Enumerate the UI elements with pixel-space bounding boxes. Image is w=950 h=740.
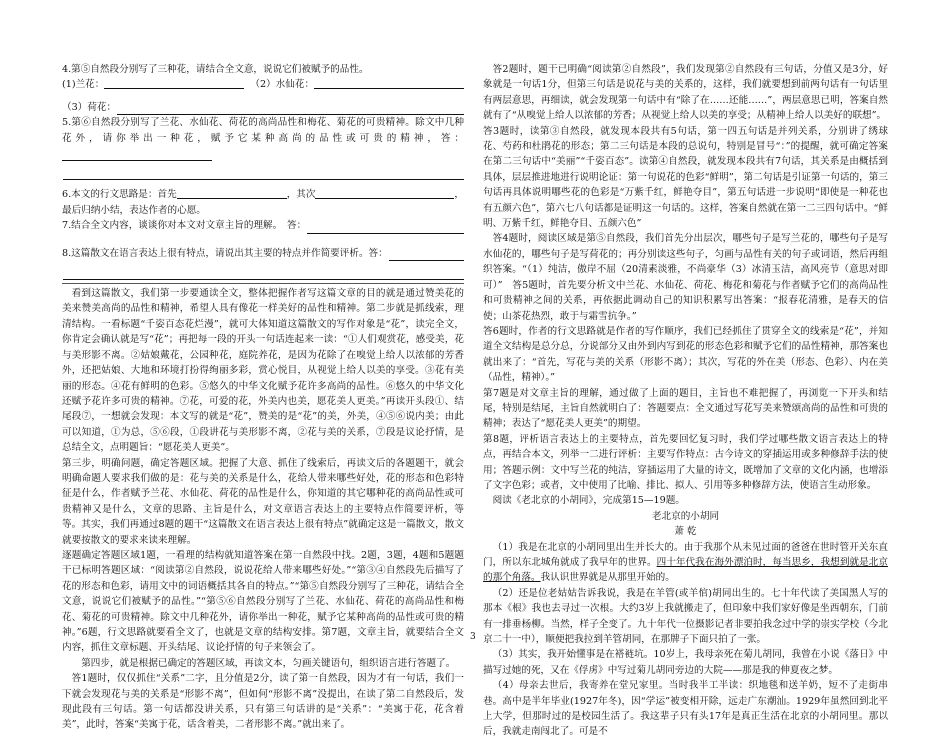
q6-comma: ，	[454, 189, 464, 201]
q6-blank-first[interactable]	[177, 187, 287, 199]
q5-answer-line[interactable]	[62, 168, 464, 180]
q4-blank-lotus[interactable]	[117, 103, 464, 115]
reading-instruction: 阅读《老北京的小胡同》，完成第15—19题。	[492, 495, 685, 507]
answer-para-1: 答2题时，题干已明确“阅读第②自然段”，我们发现第②自然段有三句话，分值又是3分，好象就是一句话1分，但第三句话是说花与美的关系的，这样，我们就要想到前两句话有一句话里有两层意思，再细读，就会发现第一句话中有“除了在……还能……”，两层意思已明，答案自然就有了“从嗅觉上给人以浓郁的芳香；从视觉上给人以美的享受；从精神上给人以美好的联想”。	[483, 64, 888, 122]
section-divider	[62, 283, 464, 284]
article-author: 萧 乾	[674, 526, 697, 538]
question-8-text: 8.这篇散文在语言表达上很有特点，请说出其主要的特点并作简要评析。答：	[62, 247, 388, 259]
article-para-1-end: 我认识世界就是从那里开始的。	[540, 572, 675, 584]
left-column	[62, 62, 464, 733]
article-para-3: （3）其实，我开始懂事是在褡裢坑。10岁上，我母亲死在菊儿胡同，我曾在小说《落日》中描写过她的死，又在《俘虏》中写过菊儿胡同旁边的大院——那是我的伸夏夜之梦。	[483, 649, 888, 676]
q8-blank[interactable]	[389, 249, 464, 261]
article-para-1	[483, 540, 888, 586]
article-para-4: （4）母亲去世后，我寄养在堂兄家里。当时我半工半读：织地毯和送羊奶，短不了走街串巷。高中是半年毕业(1927年冬)，因“学运”被变相开除，远走广东潮汕。1929年虽然回到北平上大学，但那时过的是校园生活了。我这辈子只有头17年是真正生活在北京的小胡同里。那以后，我就走南闯北了。可是不	[483, 680, 888, 738]
q8-answer-line[interactable]	[62, 268, 464, 280]
answer-para-5: 第7题是对文章主旨的理解，通过做了上面的题目，主旨也不难把握了，再浏览一下开头和结尾，特别是结尾，主旨自然就明白了：答题要点：全文通过写花写美来赞颂高尚的品性和可贵的精神；表达了“愿花美人更美”的期望。	[483, 387, 888, 430]
article-title: 老北京的小胡同	[651, 510, 720, 522]
answer-para-4: 答6题时，作者的行文思路就是作者的写作顺序，我们已经抓住了贯穿全文的线索是“花”，并知道全文结构是总分总，分说部分又由外到内写到花的形态色彩和赋予它们的品性精神，那答案也就出来了：“首先，写花与美的关系（形影不离）；其次，写花的外在美（形态、色彩）、内在美（品性，精神）。”	[483, 325, 888, 384]
analysis-para-4: 第四步，就是根据已确定的答题区域，再读文本，匀画关键语句，组织语言进行答题了。	[81, 657, 456, 669]
question-7	[62, 218, 464, 233]
right-column	[483, 62, 888, 740]
analysis-para-3: 逐题确定答题区域1题，一看理的结构就知道答案在第一自然段中找。2题，3题，4题和5题题干已标明答题区域：“阅读第②自然段，说说花给人带来哪些好处。”“第③④自然段先后描写了花的形态和色彩，请用文中的词语概括其各自的特点。”“第⑤自然段分别写了三种花，请结合全文意，说说它们被赋予的品性。”“第⑤⑥自然段分别写了兰花、水仙花、荷花的高尚品性和梅花、菊花的可贵精神。除文中几种花外，请你举出一种花，赋予它某种高尚的品性或可贵的精神。”6题，行文思路就要看全文了，也就是文章的结构安排。第7题，文章主旨，就要结合全文内容，抓住文章标题、开头结尾、议论抒情的句子来领会了。	[62, 549, 464, 654]
analysis-para-5: 答1题时，仅仅抓住“关系”二字，且分值是2分，读了第一自然段，因为才有一句话，我们一下就会发现花与美的关系是“形影不离”，但如何“形影不离”没提出，在读了第二自然段后，发现此段有三句话。第一句话都没讲关系，只有第三句话讲的是“关系”：“美寓于花，花含着美”，此时，答案“美寓于花，话含着美，二者形影不离。”就出来了。	[62, 673, 464, 731]
answer-para-2: 答3题时，读第③自然段，就发现本段共有5句话，第一四五句话是并列关系，分别讲了绣球花、芍药和杜鹃花的形态；第二三句话是本段的总说句，特别是冒号“：”的提醒，就可确定答案在第二三句话中“美丽”“千姿百态”。读第④自然段，就发现本段共有7句话，其关系是由概括到具体，层层推进地进行说明论证：第一句说花的色彩“鲜明”，第二句话是引证第一句话的，第三句话再具体说明哪些花的色彩是“万紫千红，鲜艳夺目”，第五句话进一步说明“即使是一种花也有五颜六色”，第六七八句话都是证明这一句话的。这样，答案自然就在第一二三四句话中。“鲜明、万紫千红，鲜艳夺目、五颜六色”	[483, 125, 888, 230]
q4-answer-row-2	[62, 100, 464, 115]
question-8	[62, 246, 464, 261]
question-6-text: 6.本文的行文思路是：首先	[62, 189, 177, 201]
q7-blank[interactable]	[307, 222, 464, 234]
question-5-text: 5.第⑥自然段分别写了兰花、水仙花、荷花的高尚品性和梅花、菊花的可贵精神。除文中几种花外，请你举出一种花，赋予它某种高尚的品性或可贵的精神，答：	[62, 117, 464, 144]
q4-blank-orchid[interactable]	[104, 77, 244, 89]
q6-blank-second[interactable]	[315, 187, 454, 199]
q6-then-text: ，其次	[286, 189, 316, 201]
q6-ending: 最后归纳小结，表达作者的心愿。	[62, 204, 206, 216]
question-6	[62, 187, 464, 202]
article-para-2: （2）还是位老姑姑告诉我说，我是在羊管(或羊倌)胡同出生的。七十年代读了美国黑人写的那本《根》我也去寻过一次根。大约3岁上我就搬走了，但印象中我们家好像是坐西朝东，门前有一排垂杨柳。当然，样子全变了。九十年代一位摄影记者非要拍我念过中学的崇实学校（今北京二十一中），顺便把我拉到羊管胡同，在那牌子下面只拍了一张。	[483, 587, 888, 646]
q4-label-narcissus: （2）水仙花：	[250, 79, 315, 91]
q4-label-lotus: （3）荷花：	[62, 101, 117, 113]
q4-blank-narcissus[interactable]	[314, 77, 464, 89]
answer-para-3: 答4题时，阅读区域是第⑤自然段，我们首先分出层次，哪些句子是写兰花的，哪些句子是写水仙花的，哪些句子是写荷花的；再分别读这些句子，匀画与品性有关的句子或词语，然后再组织答案。“（1）纯洁，傲岸不屈（20清素淡雅，不尚豪华（3）冰清玉洁，高风亮节（意思对即可）” 答5题时，首先要分析文中兰花、水仙花、荷花、梅花和菊花与作者赋予它们的高尚品性和可贵精神之间的关系，再依据此调动自己的知识积累写出答案：“报春花清雅，是春天的信使；山茶花热烈，敢于与霜雪抗争。”	[483, 233, 888, 322]
question-4: 4.第⑤自然段分别写了三种花，请结合全文意，说说它们被赋予的品性。	[62, 64, 369, 75]
answer-para-6: 第8题，评析语言表达上的主要特点，首先要回忆复习时，我们学过哪些散文语言表达上的特点，再结合本文，列举一二进行评析：主要写作特点：古今诗文的穿插运用或多种修辞手法的使用；答题示例：文中写兰花的纯洁，穿插运用了大量的诗文，既增加了文章的文化内涵，也增添了文字色彩；或者，文中使用了比喻、排比、拟人、引用等多种修辞方法，使语言生动形象。	[483, 433, 888, 491]
article-para-1-underlined: 四十年代我在海外漂泊时，每当思乡，我想到就是北京的那个角落。	[483, 557, 889, 584]
question-5	[62, 115, 464, 161]
q4-label-orchid: (1)兰花：	[62, 79, 105, 91]
article-para-1-start: （1）我是在北京的小胡同里出生并长大的。由于我那个从未见过面的爸爸在世时管开关东直门，所以东北城角就成了我早年的世界。	[483, 541, 888, 568]
q4-answer-row-1	[62, 77, 464, 92]
page-number: 3	[470, 632, 476, 642]
question-7-text: 7.结合全文内容，谈谈你对本文对文章主旨的理解。 答：	[62, 220, 307, 232]
analysis-para-2: 第三步，明确问题，确定答题区域。把握了大意、抓住了线索后，再读文后的各题题干，就会明确命题人要求我们做的是：花与美的关系是什么，花给人带来哪些好处，花的形态和色彩特征是什么，作者赋予兰花、水仙花、荷花的品性是什么，你知道的其它哪种花的高尚品性或可贵精神又是什么，文章的思路、主旨是什么，对文章语言表达上的主要特点作简要评析，等等。其实，我们再通过8题的题干“这篇散文在语言表达上很有特点”就确定这是一篇散文，散文就要按散文的要求来读来理解。	[62, 457, 464, 546]
q5-blank[interactable]	[62, 149, 212, 161]
analysis-para-1: 看到这篇散文，我们第一步要通读全文，整体把握作者写这篇文章的目的就是通过赞美花的美来赞美高尚的品性和精神，希望人具有像花一样美好的品性和精神。第二步就是抓线索，理清结构。一看标题“千姿百态花烂漫”，就可大体知道这篇散文的写作对象是“花”，读完全文，你肯定会确认就是写“花”；再把每一段的开头一句话连起来一读：“①人们观赏花，感受美，花与美形影不离。②姑娘戴花，公园种花，庭院养花，是因为花除了在嗅觉上给人以浓郁的芳香外，还把姑娘、大地和环境打扮得绚丽多彩，赏心悦目，从视觉上给人以美的享受。③花有美丽的形态。④花有鲜明的色彩。⑤悠久的中华文化赋予花许多高尚的品性。⑥悠久的中华文化还赋予花许多可贵的精神。⑦花，可爱的花，外美内也美，愿花美人更美。”再读开头段①、结尾段⑦，一想就会发现：本文写的就是“花”，赞美的是“花”的美，外美，④⑤⑥说内美；由此可以知道，①为总，⑤⑥段，①段讲花与美形影不离，②花与美的关系，⑦段是议论抒情，是总结全文，点明题旨：“愿花美人更美”。	[62, 288, 464, 454]
